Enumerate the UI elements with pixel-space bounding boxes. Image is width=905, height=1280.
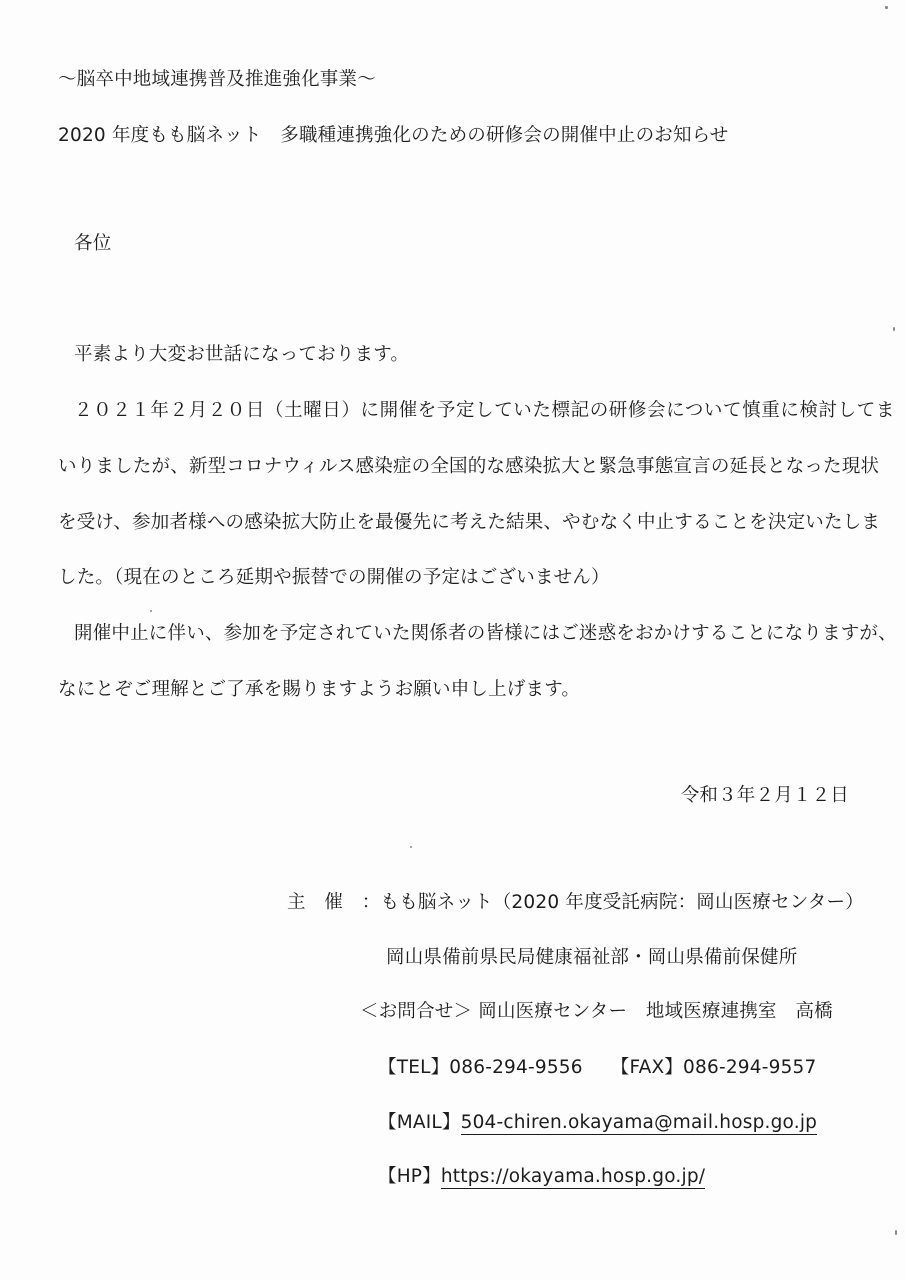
- fax-label: 【FAX】: [610, 1057, 684, 1078]
- hp-label: 【HP】: [378, 1166, 441, 1187]
- scan-speck: [150, 610, 152, 612]
- scan-speck: [895, 1230, 897, 1235]
- organizer-name: もも脳ネット（2020 年度受託病院：岡山医療センター）: [380, 892, 864, 913]
- body-line: した。（現在のところ延期や振替での開催の予定はございません）: [58, 567, 610, 588]
- mail-link[interactable]: 504-chiren.okayama@mail.hosp.go.jp: [460, 1112, 818, 1133]
- issue-date: 令和３年２月１２日: [680, 785, 849, 806]
- organizer-line: [287, 891, 864, 915]
- fax-number: 086-294-9557: [683, 1057, 817, 1078]
- tel-number: 086-294-9556: [449, 1057, 583, 1078]
- phone-fax-line: [378, 1056, 817, 1080]
- salutation: 各位: [74, 233, 112, 254]
- body-line: 開催中止に伴い、参加を予定されていた関係者の皆様にはご迷惑をおかけすることになりますが、: [74, 623, 897, 644]
- organizer-label: 主 催 ：: [287, 892, 381, 913]
- homepage-line: [378, 1165, 705, 1189]
- contact-line: ＜お問合せ＞ 岡山医療センター 地域医療連携室 高橋: [360, 1001, 833, 1022]
- co-organizer-line: 岡山県備前県民局健康福祉部・岡山県備前保健所: [386, 947, 798, 968]
- document-title: 2020 年度もも脳ネット 多職種連携強化のための研修会の開催中止のお知らせ: [58, 125, 729, 146]
- body-line: を受け、参加者様への感染拡大防止を最優先に考えた結果、やむなく中止することを決定いたしま: [58, 512, 881, 533]
- tel-label: 【TEL】: [378, 1057, 450, 1078]
- body-line: なにとぞご理解とご了承を賜りますようお願い申し上げます。: [58, 679, 581, 700]
- scan-speck: [893, 327, 895, 331]
- body-line: いりましたが、新型コロナウィルス感染症の全国的な感染拡大と緊急事態宣言の延長となった現状: [58, 456, 880, 477]
- mail-line: [378, 1111, 817, 1135]
- document-subtitle: ～脳卒中地域連携普及推進強化事業～: [58, 69, 376, 90]
- greeting-paragraph: 平素より大変お世話になっております。: [74, 344, 410, 365]
- homepage-link[interactable]: https://okayama.hosp.go.jp/: [440, 1166, 706, 1187]
- mail-label: 【MAIL】: [378, 1112, 461, 1133]
- scan-speck: [885, 6, 888, 9]
- scan-speck: [410, 846, 412, 848]
- body-line: ２０２１年２月２０日（土曜日）に開催を予定していた標記の研修会について慎重に検討してま: [74, 400, 895, 421]
